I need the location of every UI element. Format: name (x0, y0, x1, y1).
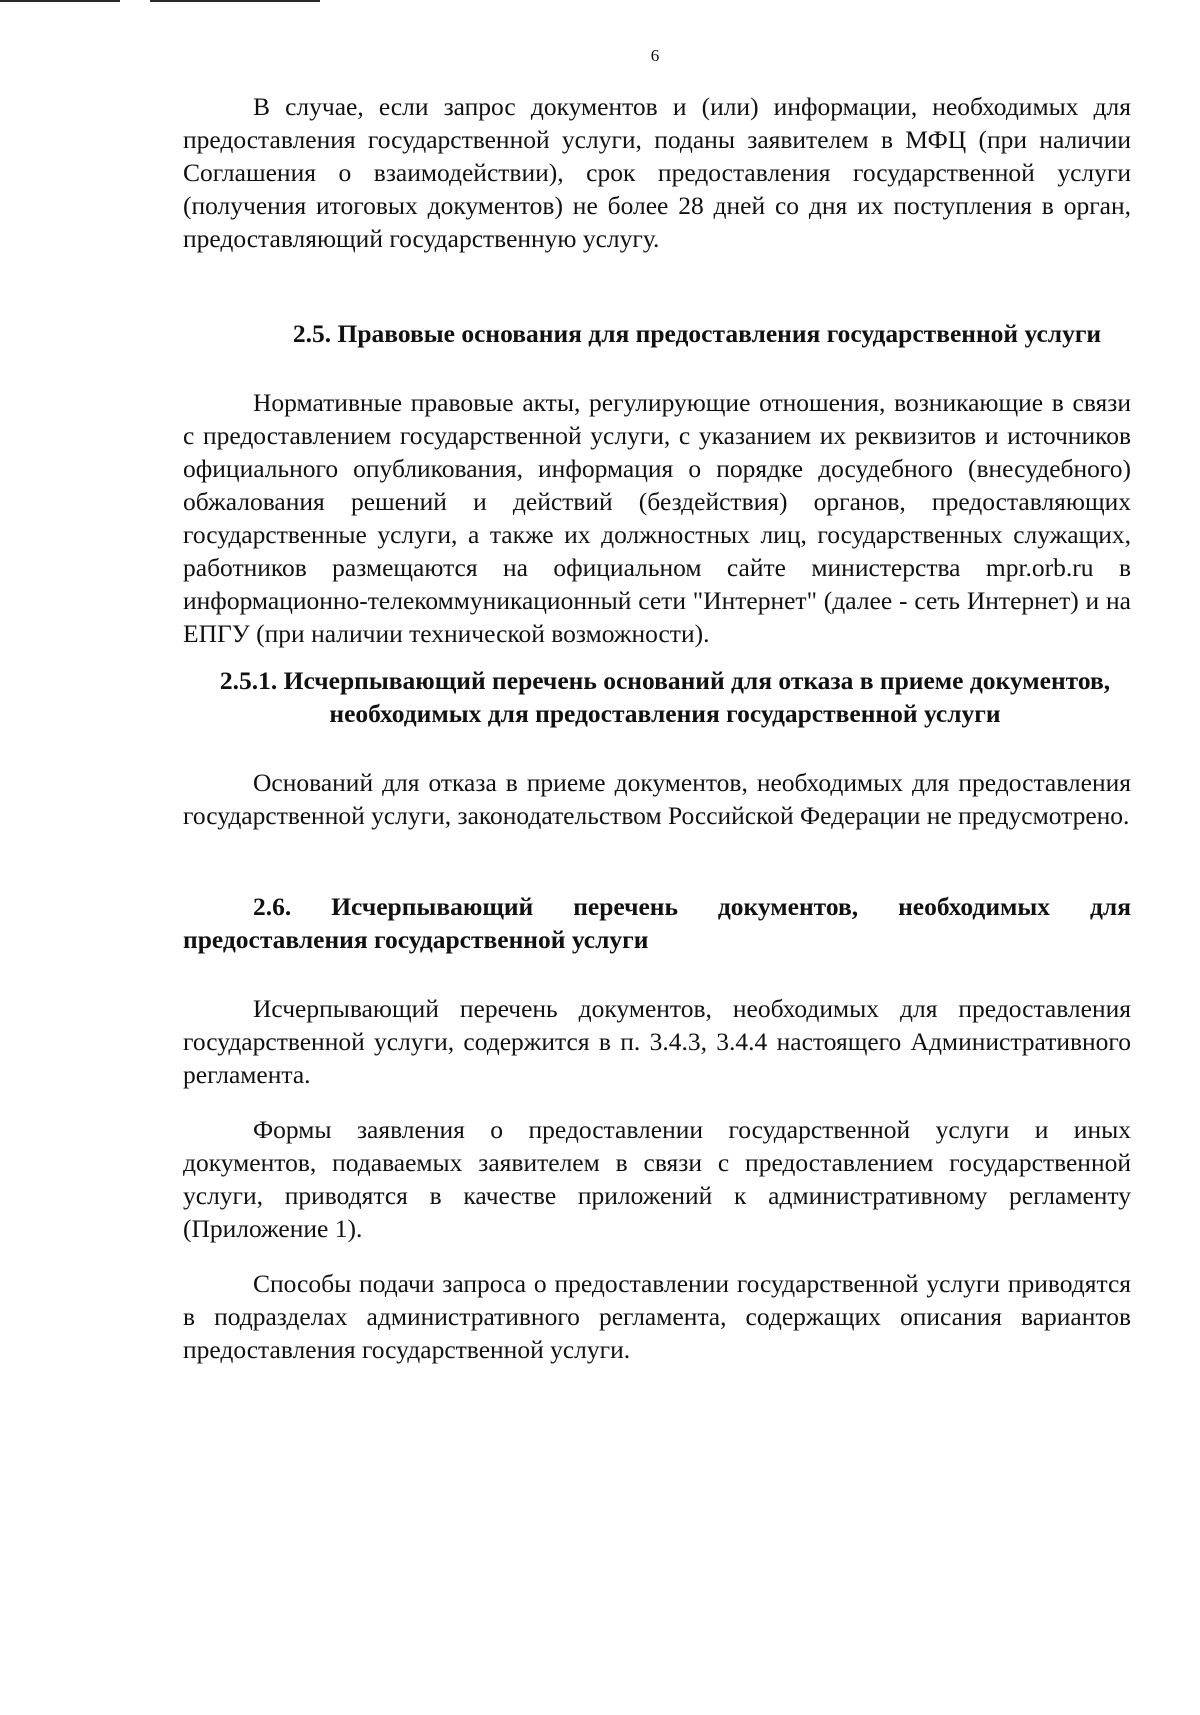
heading-2-5-1: 2.5.1. Исчерпывающий перечень оснований для отказа в приеме документов, необходимых для предоставления государственной услуги (219, 666, 1111, 728)
scan-edge-mark (150, 0, 320, 2)
paragraph-legal-acts: Нормативные правовые акты, регулирующие отношения, возникающие в связи с предоставлением государственной услуги, с указанием их реквизитов и источников официального опубликования, информация о порядке досудебного (внесудебного) обжалования решений и действий (бездействия) органов, предоставляющих государственные услуги, а также их должностных лиц, государственных служащих, работников размещаются на официальном сайте министерства mpr.orb.ru в информационно-телекоммуникационный сети "Интернет" (далее - сеть Интернет) и на ЕПГУ (при наличии технической возможности). (183, 388, 1131, 648)
paragraph-documents-list: Исчерпывающий перечень документов, необходимых для предоставления государственной услуги, содержится в п. 3.4.3, 3.4.4 настоящего Административного регламента. (183, 994, 1131, 1089)
paragraph-no-refusal-grounds: Оснований для отказа в приеме документов, необходимых для предоставления государственной услуги, законодательством Российской Федерации не предусмотрено. (183, 768, 1131, 830)
heading-2-5: 2.5. Правовые основания для предоставления государственной услуги (292, 319, 1102, 348)
document-body (183, 90, 1131, 1366)
heading-2-6: 2.6. Исчерпывающий перечень документов, необходимых для предоставления государственной услуги (183, 892, 1131, 954)
page-number: 6 (650, 46, 660, 65)
paragraph-deadline-mfc: В случае, если запрос документов и (или) информации, необходимых для предоставления государственной услуги, поданы заявителем в МФЦ (при наличии Соглашения о взаимодействии), срок предоставления государственной услуги (получения итоговых документов) не более 28 дней со дня их поступления в орган, предоставляющий государственную услугу. (183, 92, 1131, 253)
scan-edge-mark (0, 0, 120, 2)
paragraph-application-forms: Формы заявления о предоставлении государственной услуги и иных документов, подаваемых заявителем в связи с предоставлением государственной услуги, приводятся в качестве приложений к административному регламенту (Приложение 1). (183, 1115, 1131, 1243)
paragraph-submission-methods: Способы подачи запроса о предоставлении государственной услуги приводятся в подразделах административного регламента, содержащих описания вариантов предоставления государственной услуги. (183, 1269, 1131, 1364)
